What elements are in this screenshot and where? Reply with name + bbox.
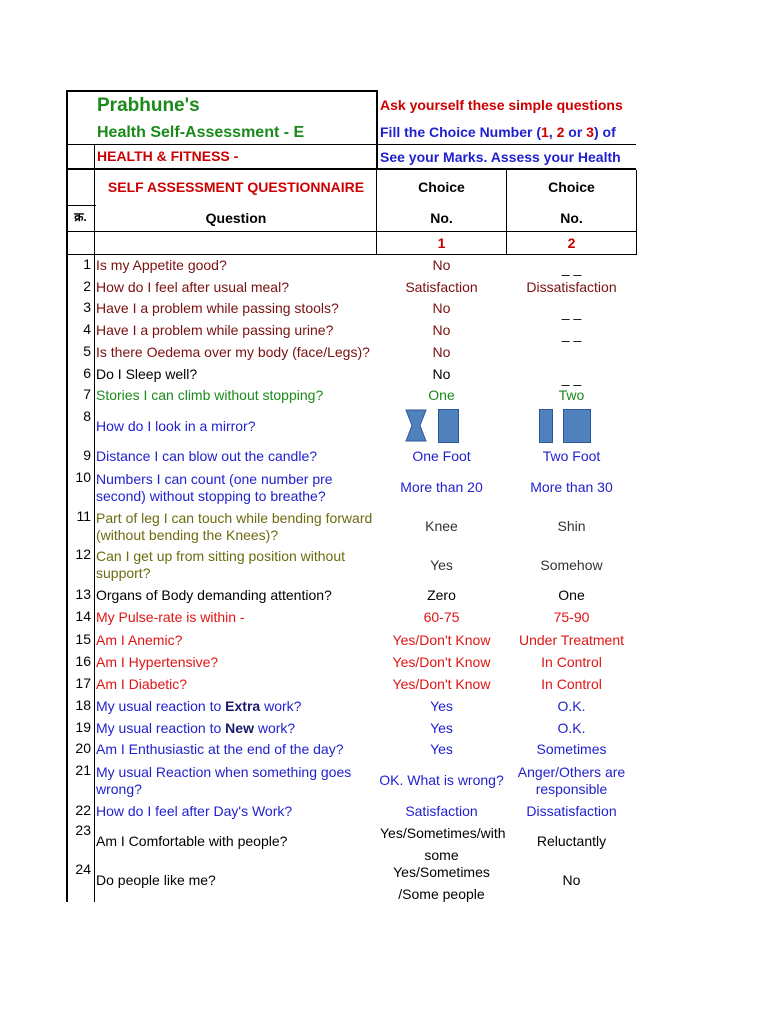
row-number: 11 [76,508,91,524]
choice2-cell: In Control [541,654,602,670]
choice1-cell: Satisfaction [405,803,478,819]
choice1-cell: Yes/Don't Know [392,676,491,692]
choice1-cell: No [432,344,451,360]
row-number: 19 [75,719,91,735]
choice1-cell: No [432,300,451,316]
row-number: 24 [75,861,91,877]
row-number: 17 [75,675,91,691]
row-number: 8 [83,408,91,424]
choice2-cell: One [558,587,585,603]
instruction-line-2 [380,124,636,141]
question-text: Is my Appetite good? [96,257,227,273]
grid-line [66,231,636,232]
choice2-cell: Anger/Others are responsible [517,764,626,797]
row-number: 23 [75,822,91,838]
choice1-cell: More than 20 [400,479,483,495]
question-text: Do I Sleep well? [96,366,198,382]
choice2-cell: _ _ [561,260,582,276]
choice2-cell: 75-90 [553,609,590,625]
choice2-cell: Two [558,387,585,403]
question-text: My Pulse-rate is within - [96,609,245,625]
row-number: 9 [83,447,91,463]
row-number: 12 [75,546,91,562]
question-text [96,698,376,715]
grid-line [66,90,377,92]
choice2-header-no: No. [560,210,583,226]
choice1-cell: Yes/Sometimes/with some [380,825,506,863]
choice2-cell: Somehow [540,557,603,573]
question-text: Have I a problem while passing stools? [96,300,339,316]
question-text: Am I Diabetic? [96,676,188,692]
row-number: 4 [83,321,91,337]
app-subtitle: Health Self-Assessment - E [97,124,305,141]
app-title: Prabhune's [97,95,200,116]
choice1-cell: Yes [430,720,453,736]
choice2-cell: Shin [557,518,586,534]
row-number: 16 [75,653,91,669]
choice1-cell: Yes/Don't Know [392,654,491,670]
choice1-cell: Satisfaction [405,279,478,295]
choice2-cell: O.K. [557,720,586,736]
question-text: How do I feel after Day's Work? [96,803,293,819]
question-text-part: work? [253,720,296,736]
question-text: How do I look in a mirror? [96,418,256,434]
choice2-cell: Reluctantly [536,833,607,849]
choice1-number: 1 [437,235,446,251]
instruction-line-3: See your Marks. Assess your Health [380,149,621,165]
hourglass-figure-icon [405,409,427,442]
grid-line [66,254,636,255]
row-number: 1 [83,256,91,272]
choice-number: 3 [586,124,594,140]
grid-line [376,90,378,170]
grid-line [66,144,636,145]
row-number: 3 [83,299,91,315]
instruction-text: or [564,124,587,140]
choice2-cell: Under Treatment [518,632,625,648]
row-number: 7 [83,386,91,402]
choice1-cell: 60-75 [423,609,460,625]
slim-figure-icon [438,409,459,443]
serial-header: क्र. [74,210,87,224]
row-number: 13 [75,586,91,602]
section-title: HEALTH & FITNESS - [97,148,239,164]
choice2-cell: In Control [541,676,602,692]
choice2-number: 2 [567,235,576,251]
grid-line [66,205,96,206]
instruction-text: , [548,124,557,140]
choice2-cell: No [562,872,581,888]
question-text: Distance I can blow out the candle? [96,448,318,464]
choice2-cell: More than 30 [530,479,613,495]
choice1-cell: No [432,322,451,338]
instruction-text: Fill the Choice Number ( [380,124,542,140]
thin-figure-icon [539,409,553,443]
square-figure-icon [563,409,591,443]
question-emphasis: Extra [225,698,261,714]
question-text: Can I get up from sitting position without support? [96,548,346,581]
question-text: Am I Anemic? [96,632,183,648]
row-number: 6 [83,365,91,381]
question-text: Is there Oedema over my body (face/Legs)? [96,344,370,360]
row-number: 10 [75,469,91,485]
choice1-cell: Knee [425,518,458,534]
question-text: Have I a problem while passing urine? [96,322,334,338]
question-text-part: My usual reaction to [96,698,226,714]
choice2-cell: Dissatisfaction [526,279,617,295]
choice1-cell: No [432,257,451,273]
choice2-cell: _ _ [561,304,582,320]
choice1-cell: Yes/Don't Know [392,632,491,648]
choice1-cell: Yes [430,741,453,757]
choice2-cell: Dissatisfaction [526,803,617,819]
grid-line [66,168,636,170]
question-text: Do people like me? [96,872,216,888]
choice1-cell: One [428,387,455,403]
question-text: Organs of Body demanding attention? [96,587,332,603]
question-text: Stories I can climb without stopping? [96,387,324,403]
row-number: 14 [75,608,91,624]
choice1-cell: Yes [430,698,453,714]
question-text [96,720,376,737]
instruction-text: ) of [593,124,616,140]
choice2-cell: Two Foot [542,448,601,464]
choice1-header-no: No. [430,210,453,226]
row-number: 21 [75,762,91,778]
question-text: Am I Hypertensive? [96,654,219,670]
question-emphasis: New [225,720,254,736]
row-number: 20 [75,740,91,756]
choice1-cell: Yes/Sometimes /Some people [393,864,490,902]
question-text: Am I Comfortable with people? [96,833,288,849]
choice-number: 2 [556,124,565,140]
grid-line [636,205,637,231]
choice2-header: Choice [548,179,595,195]
instruction-line-1: Ask yourself these simple questions [380,97,623,113]
question-text: Part of leg I can touch while bending forward (without bending the Knees)? [96,510,373,543]
choice1-cell: One Foot [412,448,471,464]
grid-line [94,145,95,902]
choice-number: 1 [541,124,549,140]
question-text: My usual Reaction when something goes wrong? [96,764,352,797]
choice1-cell: No [432,366,451,382]
row-number: 5 [83,343,91,359]
choice1-cell: Yes [430,557,453,573]
row-number: 15 [75,631,91,647]
choice2-cell: _ _ [561,370,582,386]
question-text: Numbers I can count (one number pre second) without stopping to breathe? [96,471,333,504]
question-text-part: My usual reaction to [96,720,226,736]
choice2-cell: Sometimes [536,741,607,757]
choice1-cell: OK. What is wrong? [379,772,504,788]
choice1-header: Choice [418,179,465,195]
questionnaire-title: SELF ASSESSMENT QUESTIONNAIRE [107,179,365,195]
row-number: 18 [75,697,91,713]
choice2-cell: _ _ [561,326,582,342]
choice1-cell: Zero [427,587,456,603]
row-number: 22 [75,802,91,818]
question-header: Question [205,210,267,226]
choice2-cell: O.K. [557,698,586,714]
row-number: 2 [83,278,91,294]
question-text-part: work? [260,698,302,714]
question-text: Am I Enthusiastic at the end of the day? [96,741,344,757]
question-text: How do I feel after usual meal? [96,279,289,295]
